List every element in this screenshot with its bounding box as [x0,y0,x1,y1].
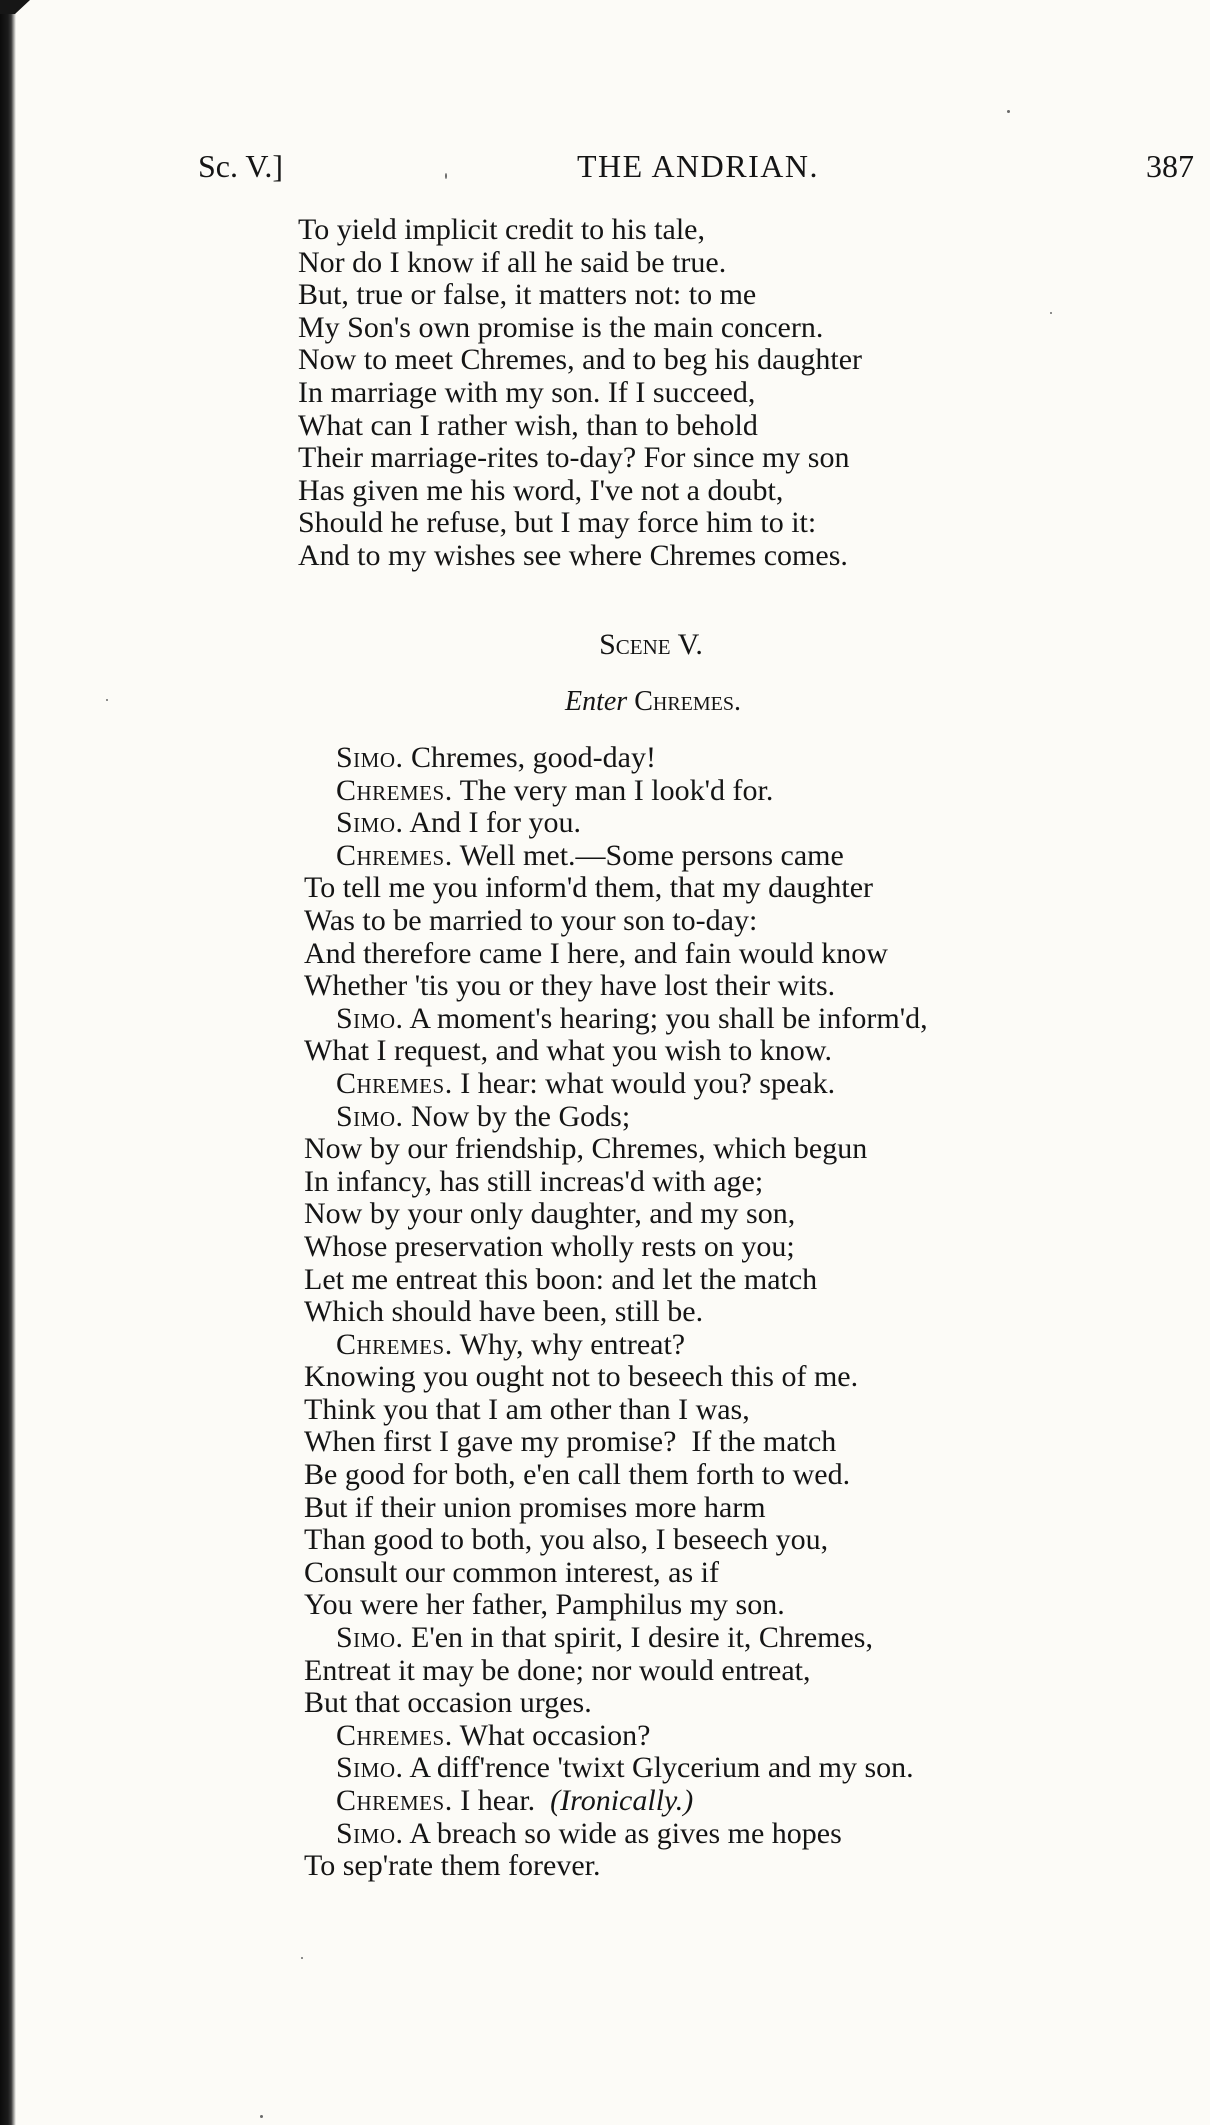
dialogue-line [304,1198,928,1231]
dialogue-line [304,1035,928,1068]
speech-text: Why, why entreat? [452,1327,686,1361]
dialogue-line [304,1524,928,1557]
paper-speck [445,173,447,179]
dialogue-line [304,905,928,938]
dialogue-line [304,1752,928,1785]
dialogue-line [304,742,928,775]
dialogue-line [304,1687,928,1720]
verse-line: Now to meet Chremes, and to beg his daughter [298,343,863,377]
page-number: 387 [1146,148,1194,184]
verse-line: But, true or false, it matters not: to me [298,278,757,312]
verse-line: Should he refuse, but I may force him to it: [298,506,817,540]
verse-block-top [298,214,862,573]
speaker-name: Chremes. [336,1784,453,1817]
dialogue-line [304,1785,928,1818]
dialogue-line [304,938,928,971]
speech-text: The very man I look'd for. [452,773,774,807]
page-binding-edge [0,0,16,2125]
stage-direction-verb: Enter [564,686,628,717]
dialogue-line [304,1361,928,1394]
dialogue-line [304,1329,928,1362]
paper-speck [301,1957,303,1959]
speech-text: But if their union promises more harm [304,1490,766,1524]
dialogue-line [304,1068,928,1101]
speech-text: Whether 'tis you or they have lost their wits. [304,969,836,1003]
speaker-name: Simo. [336,1099,404,1133]
speaker-name: Simo. [336,806,404,840]
speaker-name: Chremes. [336,838,453,872]
speech-text: Now by your only daughter, and my son, [304,1197,796,1231]
speech-text: When first I gave my promise? If the match [304,1425,837,1459]
speech-text: A breach so wide as gives me hopes [403,1816,842,1850]
speech-text: Entreat it may be done; nor would entreat, [304,1653,811,1687]
dialogue-line [304,1296,928,1329]
dialogue-line [304,1492,928,1525]
speech-text: Chremes, good-day! [403,741,656,774]
speech-text: What occasion? [452,1718,651,1752]
paper-speck [1007,110,1010,113]
speech-text: Which should have been, still be. [304,1295,704,1329]
speaker-name: Simo. [336,1001,404,1035]
dialogue-line [304,1655,928,1688]
speech-text: A diff'rence 'twixt Glycerium and my son. [403,1751,914,1785]
speech-text: But that occasion urges. [304,1686,592,1720]
speech-text: I hear: what would you? speak. [452,1066,836,1100]
speaker-name: Simo. [336,1751,404,1785]
speech-text: Let me entreat this boon: and let the match [304,1262,818,1296]
stage-direction [0,684,1210,720]
speech-text: And I for you. [403,806,581,840]
dialogue-line [304,970,928,1003]
dialogue-line [304,1003,928,1036]
verse-line: In marriage with my son. If I succeed, [298,375,756,409]
speaker-name: Chremes. [336,1718,453,1752]
paper-speck [260,2115,263,2118]
dialogue-line [304,775,928,808]
speech-text: What I request, and what you wish to know. [304,1034,832,1068]
speech-text: To sep'rate them forever. [304,1849,601,1883]
dialogue-line [304,1394,928,1427]
dialogue-line [304,1459,928,1492]
verse-line: My Son's own promise is the main concern. [298,310,824,344]
speech-text: Whose preservation wholly rests on you; [304,1229,795,1263]
speech-text: And therefore came I here, and fain would know [304,936,888,970]
speech-text: In infancy, has still increas'd with age; [304,1164,764,1198]
dialogue-line [304,1264,928,1297]
speech-text: Well met.—Some persons came [452,838,844,872]
dialogue-line [304,1426,928,1459]
speech-text: E'en in that spirit, I desire it, Chremes, [403,1621,873,1655]
dialogue-line [304,1557,928,1590]
dialogue-line [304,807,928,840]
speaker-name: Simo. [336,741,404,774]
running-header [0,143,1210,189]
dialogue-line [304,1720,928,1753]
speech-text: To tell me you inform'd them, that my daughter [304,871,874,905]
stage-direction-inline: (Ironically.) [550,1784,694,1817]
section-marker: Sc. V.] [198,148,284,184]
dialogue-line [304,1589,928,1622]
dialogue-line [304,1133,928,1166]
dialogue-line [304,1850,928,1883]
verse-line: Their marriage-rites to-day? For since my son [298,441,850,475]
speech-text: Consult our common interest, as if [304,1555,719,1589]
dialogue-block [304,742,928,1883]
speech-text: I hear. [452,1784,551,1817]
dialogue-line [304,1818,928,1851]
scene-heading: Scene V. [599,628,703,661]
speech-text: Be good for both, e'en call them forth to wed. [304,1458,851,1492]
running-title: THE ANDRIAN. [577,148,819,184]
dialogue-line [304,1101,928,1134]
speech-text: Now by our friendship, Chremes, which begun [304,1132,868,1166]
speech-text: Think you that I am other than I was, [304,1392,750,1426]
dialogue-line [304,1622,928,1655]
verse-line: To yield implicit credit to his tale, [298,213,705,246]
page-binding-notch [0,0,30,14]
paper-speck [1050,312,1052,314]
paper-speck [106,699,108,701]
dialogue-line [304,872,928,905]
speech-text: Now by the Gods; [403,1099,631,1133]
speaker-name: Chremes. [336,1327,453,1361]
verse-line: Has given me his word, I've not a doubt, [298,473,784,507]
speech-text: Was to be married to your son to-day: [304,903,758,937]
speaker-name: Chremes. [336,773,453,807]
speaker-name: Simo. [336,1816,404,1850]
verse-line: And to my wishes see where Chremes comes. [298,538,848,572]
dialogue-line [304,840,928,873]
speech-text: A moment's hearing; you shall be inform'd, [403,1001,928,1035]
verse-line: What can I rather wish, than to behold [298,408,758,442]
speaker-name: Simo. [336,1621,404,1655]
stage-direction-character: Chremes. [634,686,742,717]
verse-line: Nor do I know if all he said be true. [298,245,727,279]
speech-text: Knowing you ought not to beseech this of me. [304,1360,859,1394]
dialogue-line [304,1166,928,1199]
speech-text: You were her father, Pamphilus my son. [304,1588,785,1622]
speech-text: Than good to both, you also, I beseech you, [304,1523,829,1557]
speaker-name: Chremes. [336,1066,453,1100]
dialogue-line [304,1231,928,1264]
